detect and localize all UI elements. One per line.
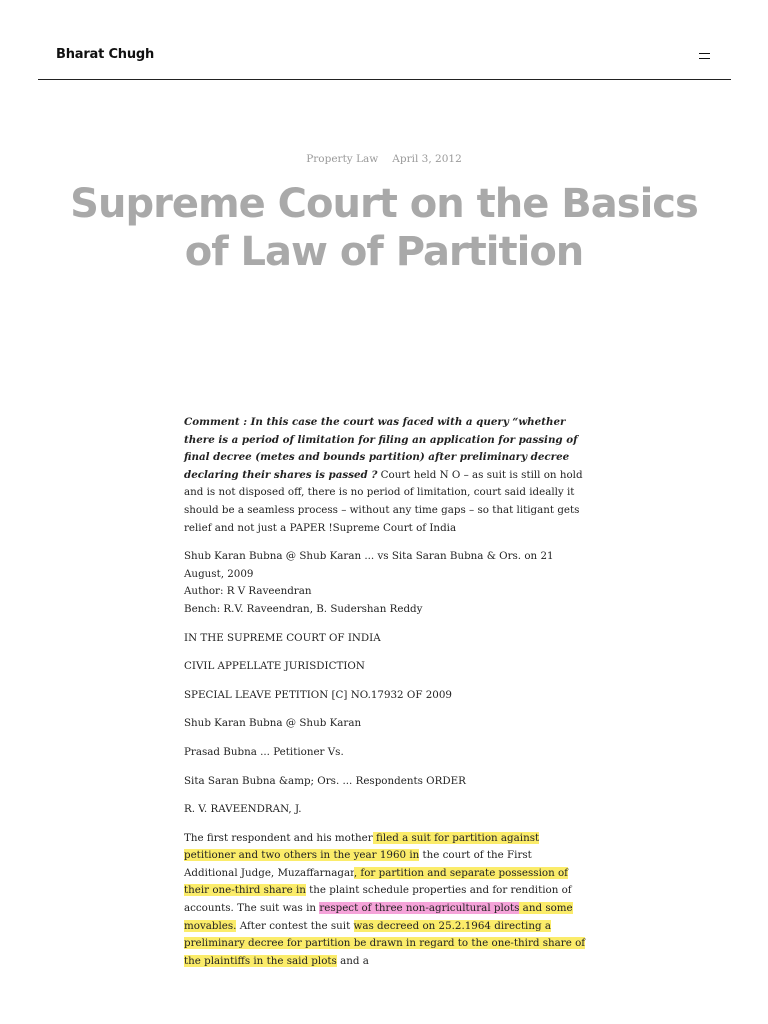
body-text: and a <box>336 954 369 967</box>
comment-lead: Comment : In this case the court was faced with a query “whether there is a period of limitation for filing an application for passing of final decree (metes and bounds partition) after preliminary decree declaring their shares is passed ? <box>184 416 578 481</box>
court-name: IN THE SUPREME COURT OF INDIA <box>184 631 381 644</box>
highlight-pink: respect of three non-agricultural plots <box>319 902 520 915</box>
respondents: Sita Saran Bubna &amp; Ors. ... Respondents ORDER <box>184 774 466 787</box>
body-text: the plaint schedule properties and for rendition of accounts. The suit was in <box>184 884 572 915</box>
case-title: Shub Karan Bubna @ Shub Karan ... vs Sita Saran Bubna & Ors. on 21 August, 2009 <box>184 550 554 580</box>
case-bench: Bench: R.V. Raveendran, B. Sudershan Reddy <box>184 602 423 615</box>
petitioner-line2: Prasad Bubna ... Petitioner Vs. <box>184 745 344 758</box>
comment-rest: Court held N O – as suit is still on hold and is not disposed off, there is no period of limitation, court said ideally it should be a seamless process – without any time gaps – so that litigant gets relief and not just a PAPER !Supreme Court of India <box>184 468 583 534</box>
highlight-yellow: filed a suit for partition against petitioner and two others in the year 1960 in <box>184 831 540 862</box>
hamburger-menu-icon[interactable] <box>699 52 710 60</box>
body-paragraph <box>184 830 586 971</box>
site-header <box>38 0 731 80</box>
post-title-line1: Supreme Court on the Basics <box>70 181 698 227</box>
body-text: After contest the suit <box>236 919 354 932</box>
highlight-yellow: and some movables. <box>184 902 573 932</box>
post-title <box>40 180 728 276</box>
site-title-link[interactable]: Bharat Chugh <box>56 47 155 62</box>
jurisdiction: CIVIL APPELLATE JURISDICTION <box>184 660 365 673</box>
post-title-line2: of Law of Partition <box>184 229 584 275</box>
body-text: The first respondent and his mother <box>184 831 373 844</box>
highlight-yellow: , for partition and separate possession of their one-third share in <box>184 866 568 897</box>
post-category-link[interactable]: Property Law <box>306 153 379 165</box>
judge-name: R. V. RAVEENDRAN, J. <box>184 803 302 816</box>
post-date: April 3, 2012 <box>392 153 462 165</box>
case-info <box>184 548 586 618</box>
petitioner-line1: Shub Karan Bubna @ Shub Karan <box>184 717 362 730</box>
case-author: Author: R V Raveendran <box>184 585 312 598</box>
body-text: the court of the First Additional Judge, Muzaffarnagar <box>184 849 532 879</box>
comment-paragraph <box>184 414 586 537</box>
petition-number: SPECIAL LEAVE PETITION [C] NO.17932 OF 2009 <box>184 688 452 701</box>
post-content <box>184 414 586 981</box>
post-meta <box>0 153 768 165</box>
highlight-yellow: was decreed on 25.2.1964 directing a preliminary decree for partition be drawn in regard to the one-third share of the plaintiffs in the said plots <box>184 919 586 967</box>
